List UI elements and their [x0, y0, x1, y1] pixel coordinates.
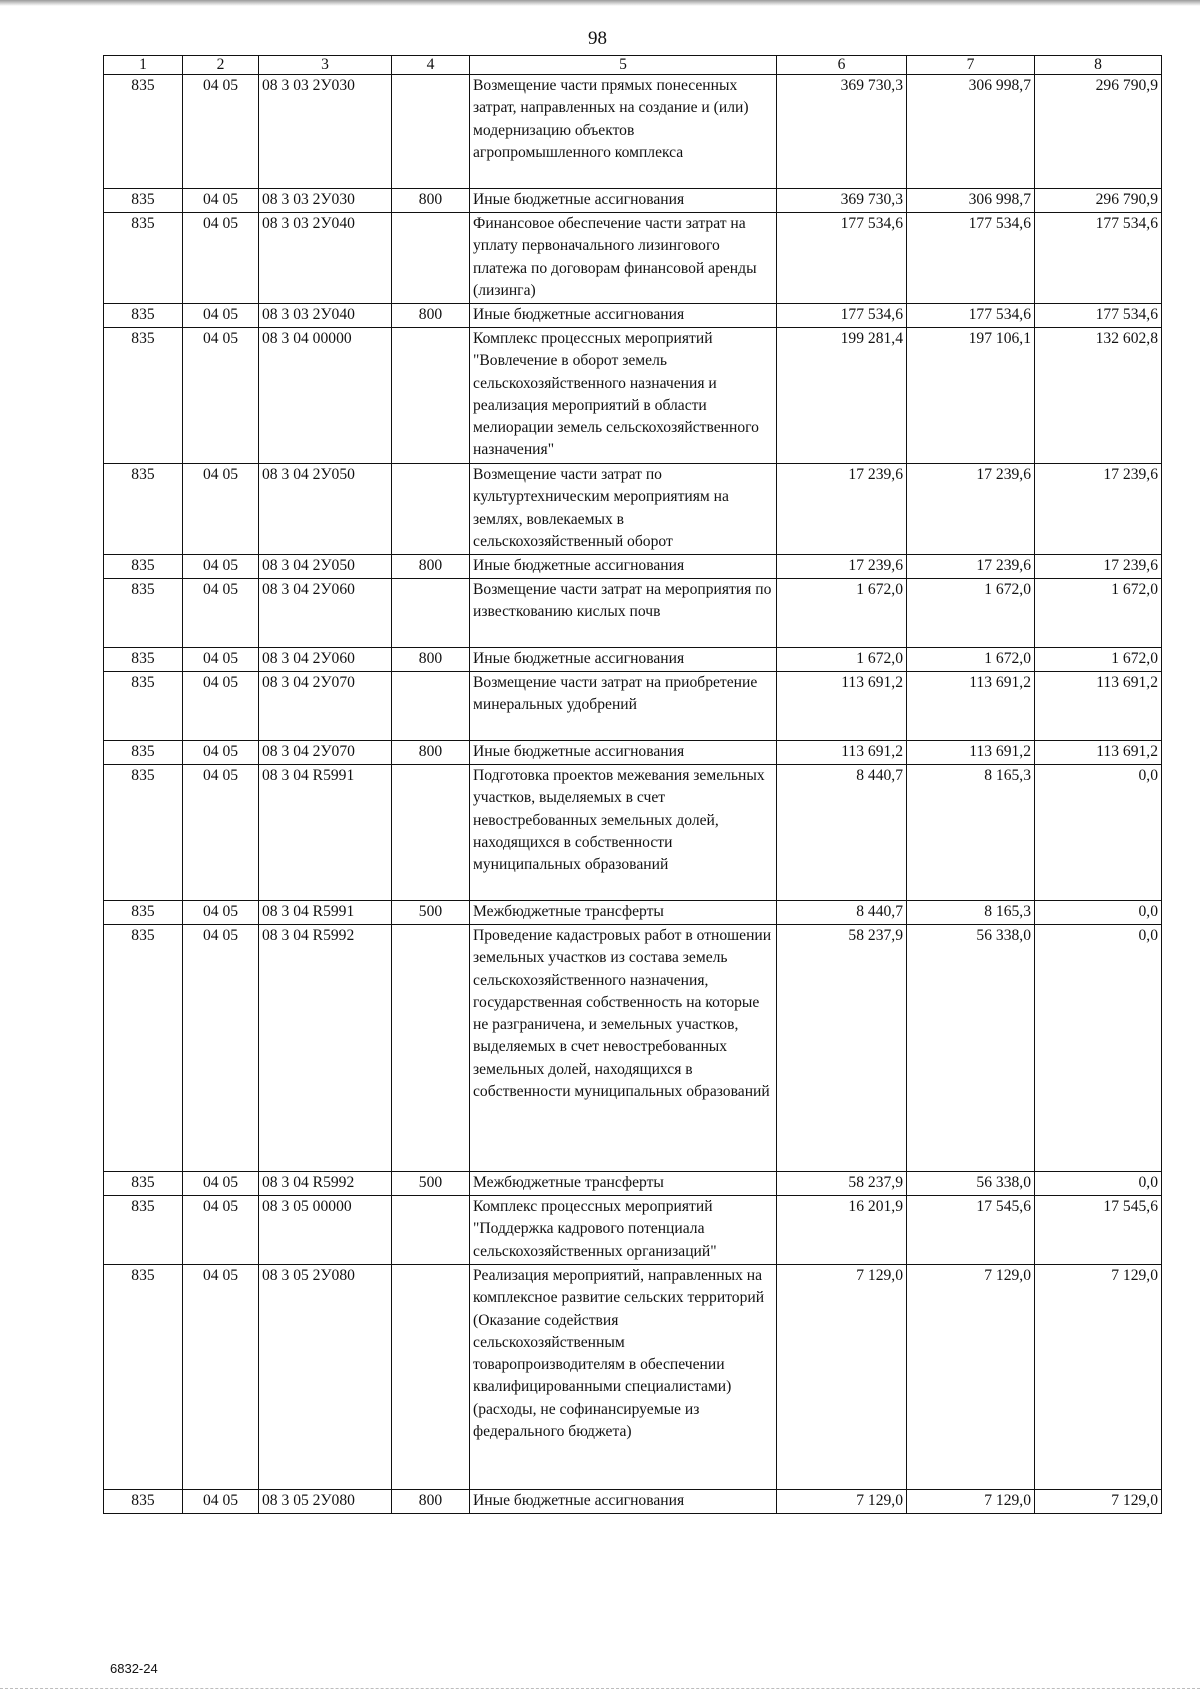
column-header-1: 1 — [104, 56, 183, 75]
table-row — [104, 189, 1162, 213]
value-col-7-cell: 8 165,3 — [907, 765, 1035, 901]
column-header-3: 3 — [259, 56, 392, 75]
column-header-6: 6 — [777, 56, 907, 75]
value-col-6-cell: 369 730,3 — [777, 75, 907, 189]
value-col-8-cell: 0,0 — [1035, 901, 1162, 925]
value-col-6-cell: 369 730,3 — [777, 189, 907, 213]
item-name-cell: Проведение кадастровых работ в отношении земельных участков из состава земель сельскохозяйственного назначения, государственная собственность на которые не разграничена, и земельных участков, выделяемых в счет невостребованных земельных долей, находящихся в собственности муниципальных образований — [470, 925, 777, 1172]
value-col-8-cell: 17 545,6 — [1035, 1196, 1162, 1265]
item-name-cell: Иные бюджетные ассигнования — [470, 304, 777, 328]
item-name-cell: Реализация мероприятий, направленных на комплексное развитие сельских территорий (Оказание содействия сельскохозяйственным товаропроизводителям в обеспечении квалифицированными специалистами) (расходы, не софинансируемые из федерального бюджета) — [470, 1265, 777, 1490]
expense-type-code-cell: 800 — [392, 741, 470, 765]
target-article-code-cell: 08 3 03 2У030 — [259, 75, 392, 189]
scan-edge-top — [0, 0, 1200, 6]
expense-type-code-cell: 500 — [392, 901, 470, 925]
section-code-cell: 04 05 — [183, 304, 259, 328]
section-code-cell: 04 05 — [183, 672, 259, 741]
column-header-2: 2 — [183, 56, 259, 75]
expense-type-code-cell — [392, 579, 470, 648]
value-col-8-cell: 296 790,9 — [1035, 75, 1162, 189]
table-row — [104, 1490, 1162, 1514]
table-header-row — [104, 56, 1162, 75]
chapter-code-cell: 835 — [104, 304, 183, 328]
table-row — [104, 1196, 1162, 1265]
expense-type-code-cell — [392, 765, 470, 901]
value-col-8-cell: 1 672,0 — [1035, 648, 1162, 672]
target-article-code-cell: 08 3 03 2У030 — [259, 189, 392, 213]
value-col-6-cell: 17 239,6 — [777, 464, 907, 555]
table-row — [104, 925, 1162, 1172]
target-article-code-cell: 08 3 04 2У060 — [259, 648, 392, 672]
expense-type-code-cell — [392, 464, 470, 555]
chapter-code-cell: 835 — [104, 901, 183, 925]
section-code-cell: 04 05 — [183, 901, 259, 925]
value-col-8-cell: 17 239,6 — [1035, 555, 1162, 579]
value-col-8-cell: 7 129,0 — [1035, 1265, 1162, 1490]
value-col-8-cell: 177 534,6 — [1035, 304, 1162, 328]
section-code-cell: 04 05 — [183, 328, 259, 464]
value-col-6-cell: 17 239,6 — [777, 555, 907, 579]
target-article-code-cell: 08 3 04 00000 — [259, 328, 392, 464]
table-row — [104, 1172, 1162, 1196]
chapter-code-cell: 835 — [104, 555, 183, 579]
target-article-code-cell: 08 3 03 2У040 — [259, 213, 392, 304]
target-article-code-cell: 08 3 04 2У070 — [259, 741, 392, 765]
table-row — [104, 555, 1162, 579]
item-name-cell: Иные бюджетные ассигнования — [470, 555, 777, 579]
value-col-7-cell: 7 129,0 — [907, 1490, 1035, 1514]
section-code-cell: 04 05 — [183, 1172, 259, 1196]
chapter-code-cell: 835 — [104, 1172, 183, 1196]
value-col-6-cell: 58 237,9 — [777, 925, 907, 1172]
value-col-8-cell: 17 239,6 — [1035, 464, 1162, 555]
value-col-6-cell: 177 534,6 — [777, 213, 907, 304]
value-col-6-cell: 7 129,0 — [777, 1265, 907, 1490]
value-col-7-cell: 1 672,0 — [907, 648, 1035, 672]
section-code-cell: 04 05 — [183, 1265, 259, 1490]
chapter-code-cell: 835 — [104, 648, 183, 672]
chapter-code-cell: 835 — [104, 765, 183, 901]
table-row — [104, 1265, 1162, 1490]
chapter-code-cell: 835 — [104, 925, 183, 1172]
value-col-7-cell: 306 998,7 — [907, 189, 1035, 213]
value-col-7-cell: 113 691,2 — [907, 672, 1035, 741]
item-name-cell: Межбюджетные трансферты — [470, 1172, 777, 1196]
value-col-7-cell: 1 672,0 — [907, 579, 1035, 648]
chapter-code-cell: 835 — [104, 464, 183, 555]
expense-type-code-cell: 800 — [392, 189, 470, 213]
value-col-6-cell: 1 672,0 — [777, 648, 907, 672]
target-article-code-cell: 08 3 05 2У080 — [259, 1265, 392, 1490]
value-col-7-cell: 177 534,6 — [907, 304, 1035, 328]
target-article-code-cell: 08 3 04 R5991 — [259, 901, 392, 925]
expense-type-code-cell — [392, 925, 470, 1172]
chapter-code-cell: 835 — [104, 1265, 183, 1490]
value-col-6-cell: 8 440,7 — [777, 901, 907, 925]
target-article-code-cell: 08 3 04 R5991 — [259, 765, 392, 901]
section-code-cell: 04 05 — [183, 925, 259, 1172]
target-article-code-cell: 08 3 03 2У040 — [259, 304, 392, 328]
chapter-code-cell: 835 — [104, 741, 183, 765]
table-row — [104, 765, 1162, 901]
section-code-cell: 04 05 — [183, 741, 259, 765]
table-row — [104, 741, 1162, 765]
target-article-code-cell: 08 3 04 R5992 — [259, 925, 392, 1172]
item-name-cell: Межбюджетные трансферты — [470, 901, 777, 925]
item-name-cell: Иные бюджетные ассигнования — [470, 1490, 777, 1514]
value-col-6-cell: 113 691,2 — [777, 672, 907, 741]
item-name-cell: Иные бюджетные ассигнования — [470, 741, 777, 765]
section-code-cell: 04 05 — [183, 213, 259, 304]
table-row — [104, 901, 1162, 925]
chapter-code-cell: 835 — [104, 328, 183, 464]
section-code-cell: 04 05 — [183, 1490, 259, 1514]
chapter-code-cell: 835 — [104, 213, 183, 304]
section-code-cell: 04 05 — [183, 555, 259, 579]
value-col-8-cell: 113 691,2 — [1035, 672, 1162, 741]
value-col-7-cell: 113 691,2 — [907, 741, 1035, 765]
table-body — [104, 75, 1162, 1514]
column-header-5: 5 — [470, 56, 777, 75]
value-col-7-cell: 17 545,6 — [907, 1196, 1035, 1265]
value-col-7-cell: 17 239,6 — [907, 464, 1035, 555]
item-name-cell: Иные бюджетные ассигнования — [470, 189, 777, 213]
value-col-7-cell: 8 165,3 — [907, 901, 1035, 925]
value-col-8-cell: 1 672,0 — [1035, 579, 1162, 648]
value-col-7-cell: 197 106,1 — [907, 328, 1035, 464]
value-col-6-cell: 16 201,9 — [777, 1196, 907, 1265]
expense-type-code-cell: 800 — [392, 1490, 470, 1514]
item-name-cell: Возмещение части прямых понесенных затрат, направленных на создание и (или) модернизацию объектов агропромышленного комплекса — [470, 75, 777, 189]
table-row — [104, 579, 1162, 648]
item-name-cell: Финансовое обеспечение части затрат на уплату первоначального лизингового платежа по договорам финансовой аренды (лизинга) — [470, 213, 777, 304]
table-row — [104, 213, 1162, 304]
value-col-7-cell: 7 129,0 — [907, 1265, 1035, 1490]
expense-type-code-cell — [392, 328, 470, 464]
value-col-8-cell: 0,0 — [1035, 1172, 1162, 1196]
page-number: 98 — [588, 28, 607, 49]
target-article-code-cell: 08 3 04 2У060 — [259, 579, 392, 648]
expense-type-code-cell: 800 — [392, 648, 470, 672]
chapter-code-cell: 835 — [104, 579, 183, 648]
item-name-cell: Иные бюджетные ассигнования — [470, 648, 777, 672]
value-col-7-cell: 306 998,7 — [907, 75, 1035, 189]
chapter-code-cell: 835 — [104, 1490, 183, 1514]
target-article-code-cell: 08 3 05 00000 — [259, 1196, 392, 1265]
section-code-cell: 04 05 — [183, 189, 259, 213]
column-header-4: 4 — [392, 56, 470, 75]
target-article-code-cell: 08 3 04 R5992 — [259, 1172, 392, 1196]
expense-type-code-cell: 800 — [392, 304, 470, 328]
value-col-6-cell: 58 237,9 — [777, 1172, 907, 1196]
chapter-code-cell: 835 — [104, 189, 183, 213]
expense-type-code-cell — [392, 1265, 470, 1490]
value-col-8-cell: 177 534,6 — [1035, 213, 1162, 304]
target-article-code-cell: 08 3 05 2У080 — [259, 1490, 392, 1514]
value-col-6-cell: 1 672,0 — [777, 579, 907, 648]
expense-type-code-cell: 500 — [392, 1172, 470, 1196]
item-name-cell: Возмещение части затрат на мероприятия по известкованию кислых почв — [470, 579, 777, 648]
value-col-6-cell: 199 281,4 — [777, 328, 907, 464]
value-col-7-cell: 56 338,0 — [907, 925, 1035, 1172]
value-col-6-cell: 8 440,7 — [777, 765, 907, 901]
item-name-cell: Возмещение части затрат на приобретение минеральных удобрений — [470, 672, 777, 741]
value-col-7-cell: 17 239,6 — [907, 555, 1035, 579]
table-row — [104, 672, 1162, 741]
item-name-cell: Комплекс процессных мероприятий "Вовлечение в оборот земель сельскохозяйственного назначения и реализация мероприятий в области мелиорации земель сельскохозяйственного назначения" — [470, 328, 777, 464]
target-article-code-cell: 08 3 04 2У050 — [259, 464, 392, 555]
value-col-8-cell: 7 129,0 — [1035, 1490, 1162, 1514]
section-code-cell: 04 05 — [183, 648, 259, 672]
expense-type-code-cell — [392, 672, 470, 741]
value-col-6-cell: 113 691,2 — [777, 741, 907, 765]
value-col-8-cell: 0,0 — [1035, 925, 1162, 1172]
document-code: 6832-24 — [110, 1661, 158, 1676]
column-header-7: 7 — [907, 56, 1035, 75]
value-col-8-cell: 0,0 — [1035, 765, 1162, 901]
chapter-code-cell: 835 — [104, 1196, 183, 1265]
value-col-8-cell: 296 790,9 — [1035, 189, 1162, 213]
table-row — [104, 75, 1162, 189]
target-article-code-cell: 08 3 04 2У070 — [259, 672, 392, 741]
value-col-7-cell: 177 534,6 — [907, 213, 1035, 304]
item-name-cell: Комплекс процессных мероприятий "Поддержка кадрового потенциала сельскохозяйственных организаций" — [470, 1196, 777, 1265]
item-name-cell: Подготовка проектов межевания земельных участков, выделяемых в счет невостребованных земельных долей, находящихся в собственности муниципальных образований — [470, 765, 777, 901]
expense-type-code-cell — [392, 213, 470, 304]
table-row — [104, 304, 1162, 328]
table-row — [104, 648, 1162, 672]
section-code-cell: 04 05 — [183, 579, 259, 648]
section-code-cell: 04 05 — [183, 1196, 259, 1265]
column-header-8: 8 — [1035, 56, 1162, 75]
expense-type-code-cell — [392, 75, 470, 189]
value-col-6-cell: 177 534,6 — [777, 304, 907, 328]
expense-type-code-cell: 800 — [392, 555, 470, 579]
chapter-code-cell: 835 — [104, 672, 183, 741]
item-name-cell: Возмещение части затрат по культуртехническим мероприятиям на землях, вовлекаемых в сельскохозяйственный оборот — [470, 464, 777, 555]
section-code-cell: 04 05 — [183, 75, 259, 189]
scan-edge-bottom — [0, 1688, 1200, 1692]
expense-type-code-cell — [392, 1196, 470, 1265]
value-col-7-cell: 56 338,0 — [907, 1172, 1035, 1196]
section-code-cell: 04 05 — [183, 464, 259, 555]
table-row — [104, 328, 1162, 464]
value-col-8-cell: 113 691,2 — [1035, 741, 1162, 765]
value-col-8-cell: 132 602,8 — [1035, 328, 1162, 464]
value-col-6-cell: 7 129,0 — [777, 1490, 907, 1514]
budget-table — [103, 55, 1162, 1514]
chapter-code-cell: 835 — [104, 75, 183, 189]
table-row — [104, 464, 1162, 555]
section-code-cell: 04 05 — [183, 765, 259, 901]
target-article-code-cell: 08 3 04 2У050 — [259, 555, 392, 579]
